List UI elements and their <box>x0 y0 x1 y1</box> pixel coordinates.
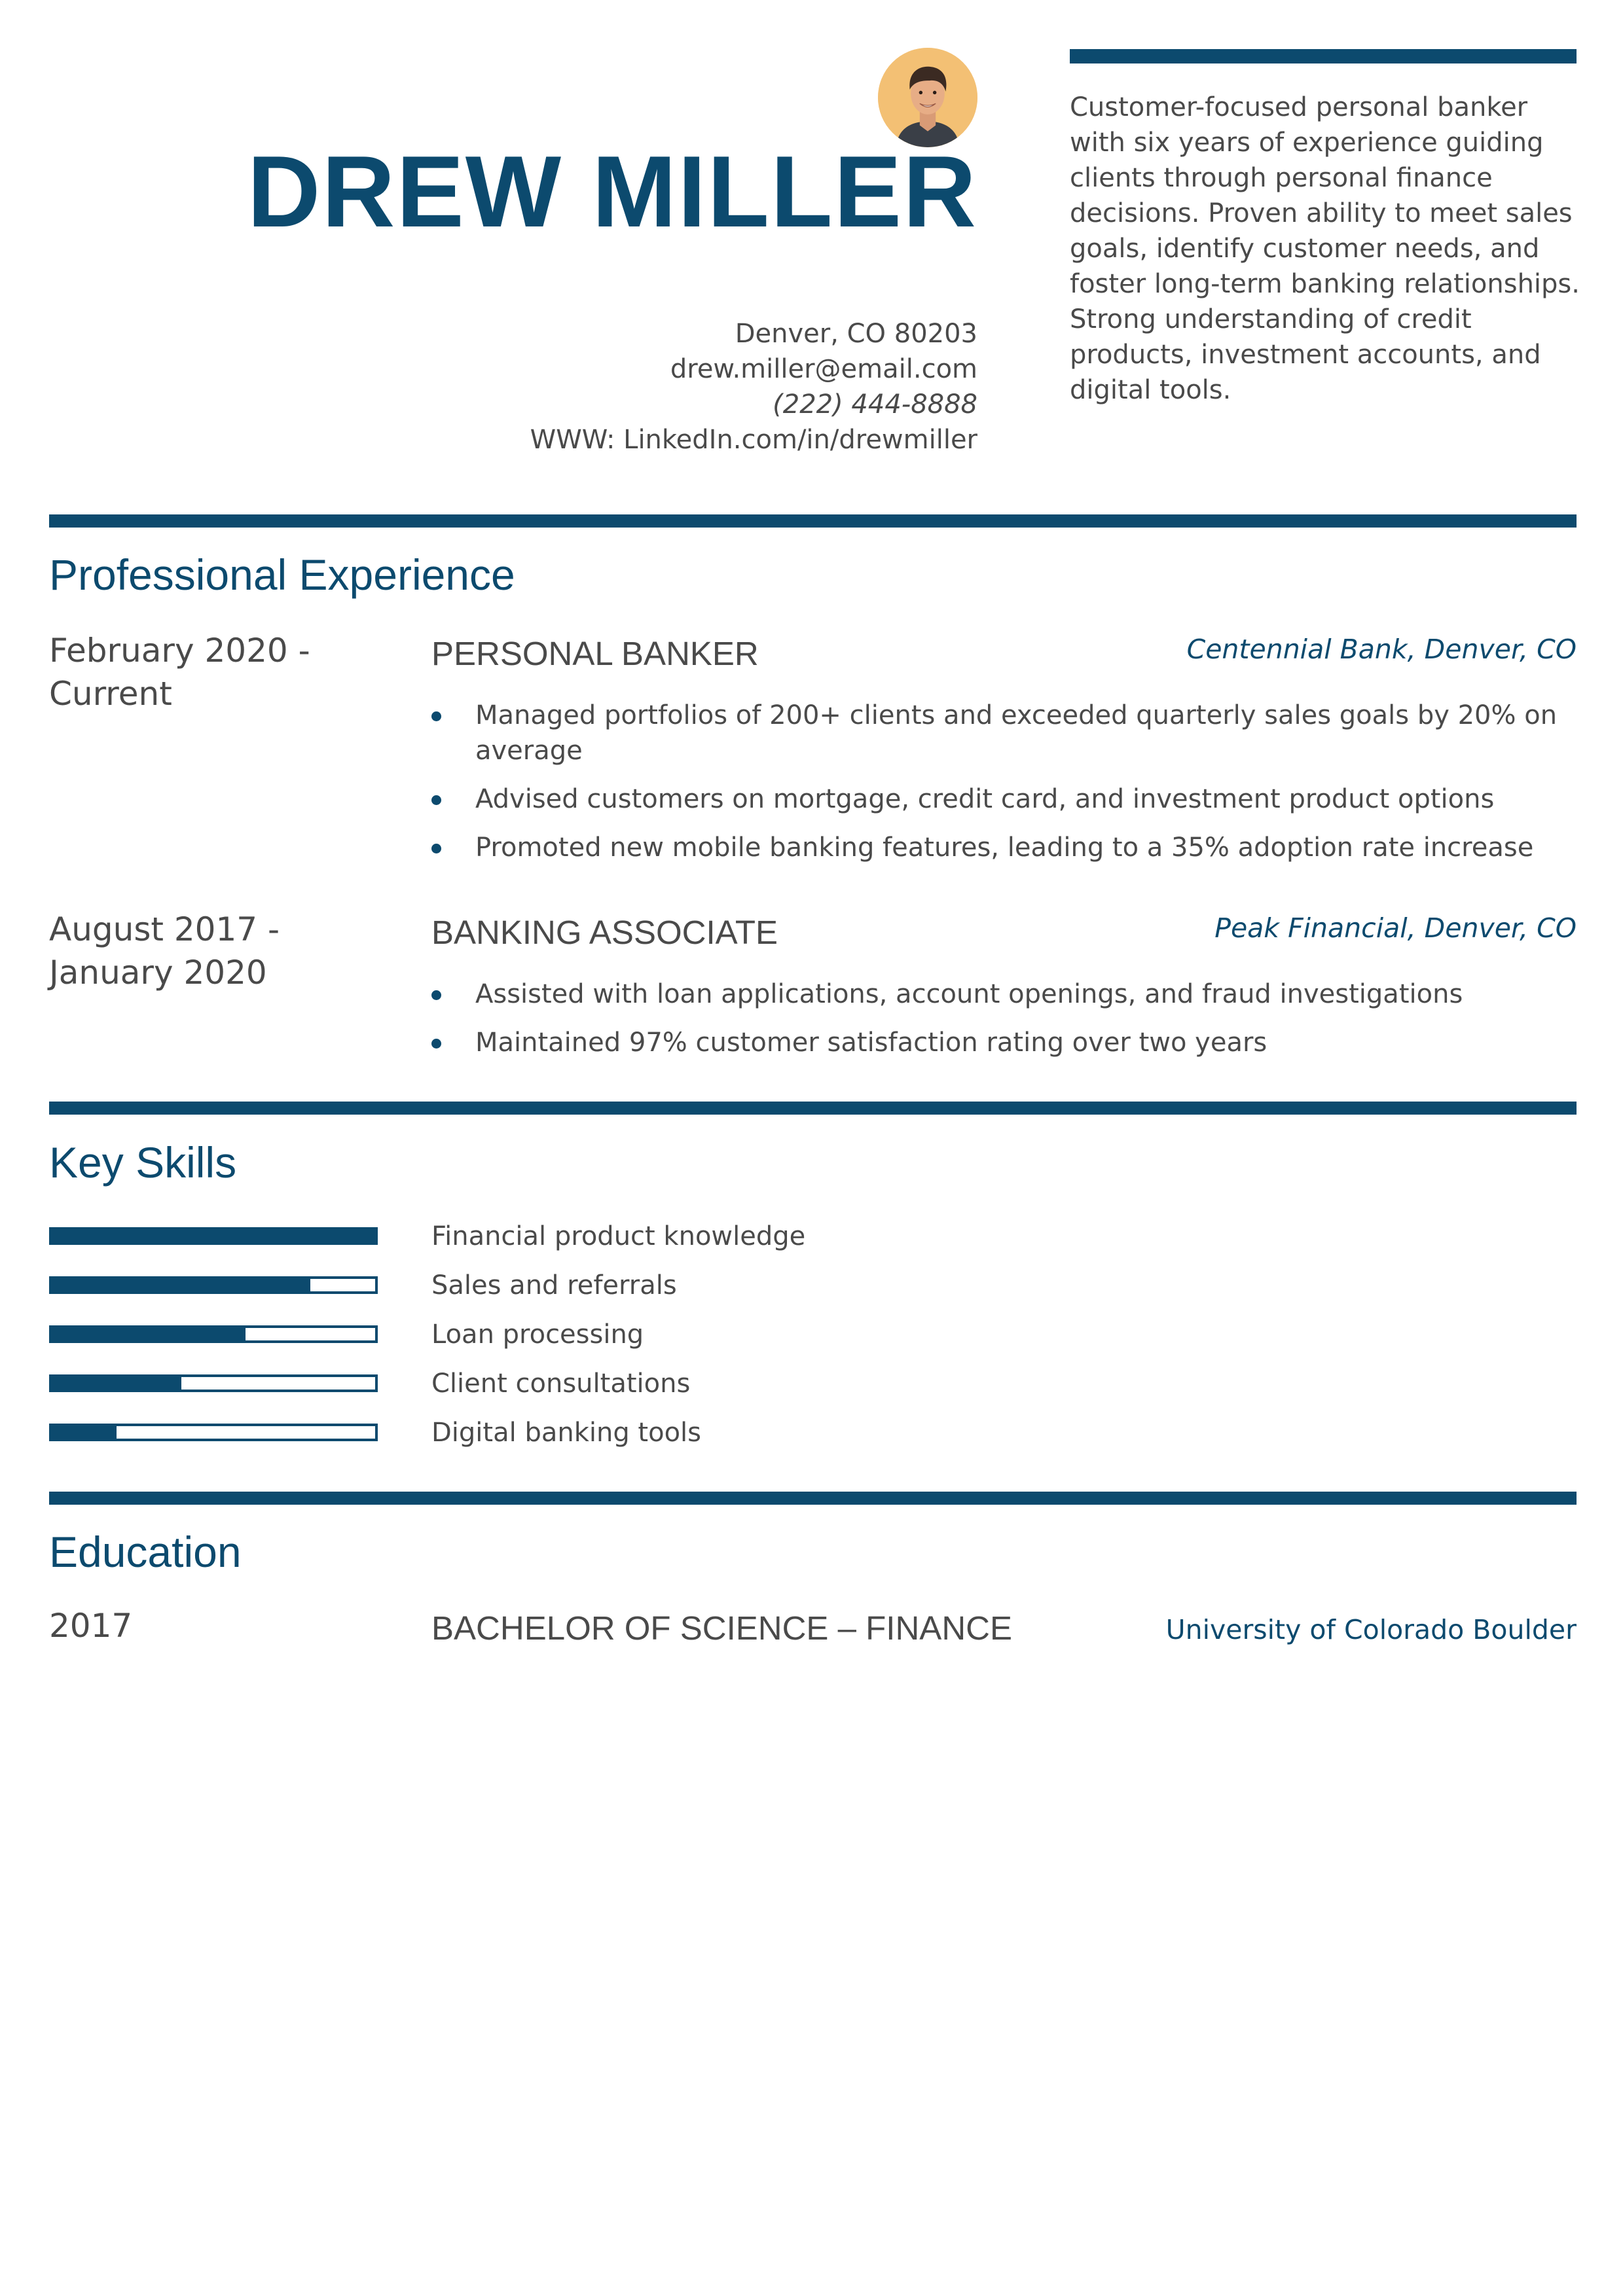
skill-label: Digital banking tools <box>431 1418 702 1448</box>
bullet-text: Assisted with loan applications, account openings, and fraud investigations <box>475 979 1463 1009</box>
bullet-icon <box>431 711 441 721</box>
skill-level-bar <box>49 1227 378 1245</box>
summary-divider <box>1070 49 1577 63</box>
skill-label: Financial product knowledge <box>431 1221 806 1251</box>
candidate-name: DREW MILLER <box>247 135 977 248</box>
skill-level-fill <box>52 1230 375 1242</box>
section-divider <box>49 1102 1577 1115</box>
job-dates-end: Current <box>49 675 172 713</box>
list-item <box>431 1025 1577 1060</box>
skill-row <box>49 1272 966 1298</box>
contact-address: Denver, CO 80203 <box>735 319 977 349</box>
section-divider <box>49 1492 1577 1505</box>
skill-row <box>49 1369 966 1399</box>
skill-level-bar <box>49 1374 378 1392</box>
bullet-icon <box>431 1039 441 1049</box>
job-dates-end: January 2020 <box>49 954 267 992</box>
bullet-icon <box>431 844 441 853</box>
job-title: BANKING ASSOCIATE <box>431 914 778 951</box>
job-employer: Peak Financial, Denver, CO <box>1214 912 1577 944</box>
skill-level-fill <box>52 1328 246 1340</box>
job-employer: Centennial Bank, Denver, CO <box>1186 634 1577 665</box>
bullet-icon <box>431 795 441 805</box>
contact-phone[interactable]: (222) 444-8888 <box>773 389 977 420</box>
skill-label: Loan processing <box>431 1319 644 1350</box>
job-dates-start: August 2017 - <box>49 910 280 948</box>
section-title-skills: Key Skills <box>49 1138 237 1187</box>
skill-row <box>49 1418 966 1448</box>
skill-level-fill <box>52 1279 310 1291</box>
list-item <box>431 830 1577 865</box>
education-degree: BACHELOR OF SCIENCE – FINANCE <box>431 1609 1012 1647</box>
contact-website[interactable]: WWW: LinkedIn.com/in/drewmiller <box>530 425 977 455</box>
bullet-text: Maintained 97% customer satisfaction rating over two years <box>475 1028 1267 1058</box>
education-school: University of Colorado Boulder <box>1165 1614 1577 1645</box>
professional-summary: Customer-focused personal banker with six years of experience guiding clients through personal finance decisions. Proven ability to meet sales goals, identify customer needs, and foster long-term banking relationships. Strong understanding of credit products, investment accounts, and digital tools. <box>1070 92 1580 405</box>
person-portrait-icon <box>878 48 977 147</box>
education-year: 2017 <box>49 1607 133 1645</box>
contact-block <box>530 316 977 457</box>
bullet-text: Advised customers on mortgage, credit card, and investment product options <box>475 784 1495 814</box>
list-item <box>431 781 1577 817</box>
job-title: PERSONAL BANKER <box>431 635 759 672</box>
profile-photo <box>878 48 977 147</box>
bullet-text: Promoted new mobile banking features, leading to a 35% adoption rate increase <box>475 833 1534 863</box>
list-item <box>431 698 1577 768</box>
bullet-text: Managed portfolios of 200+ clients and exceeded quarterly sales goals by 20% on average <box>475 700 1558 766</box>
skill-level-fill <box>52 1426 117 1439</box>
job-bullets <box>431 698 1577 878</box>
skill-level-bar <box>49 1424 378 1441</box>
job-dates-start: February 2020 - <box>49 632 310 670</box>
contact-email[interactable]: drew.miller@email.com <box>670 354 977 384</box>
bullet-icon <box>431 990 441 1000</box>
skill-row <box>49 1319 966 1350</box>
job-bullets <box>431 977 1577 1073</box>
job-dates <box>49 629 376 715</box>
job-dates <box>49 908 376 994</box>
section-divider <box>49 514 1577 528</box>
skill-label: Sales and referrals <box>431 1270 677 1300</box>
skill-level-bar <box>49 1325 378 1343</box>
skill-level-bar <box>49 1276 378 1294</box>
section-title-experience: Professional Experience <box>49 550 515 599</box>
skill-label: Client consultations <box>431 1369 691 1399</box>
skill-row <box>49 1223 966 1249</box>
list-item <box>431 977 1577 1012</box>
skill-level-fill <box>52 1377 181 1390</box>
section-title-education: Education <box>49 1528 242 1576</box>
